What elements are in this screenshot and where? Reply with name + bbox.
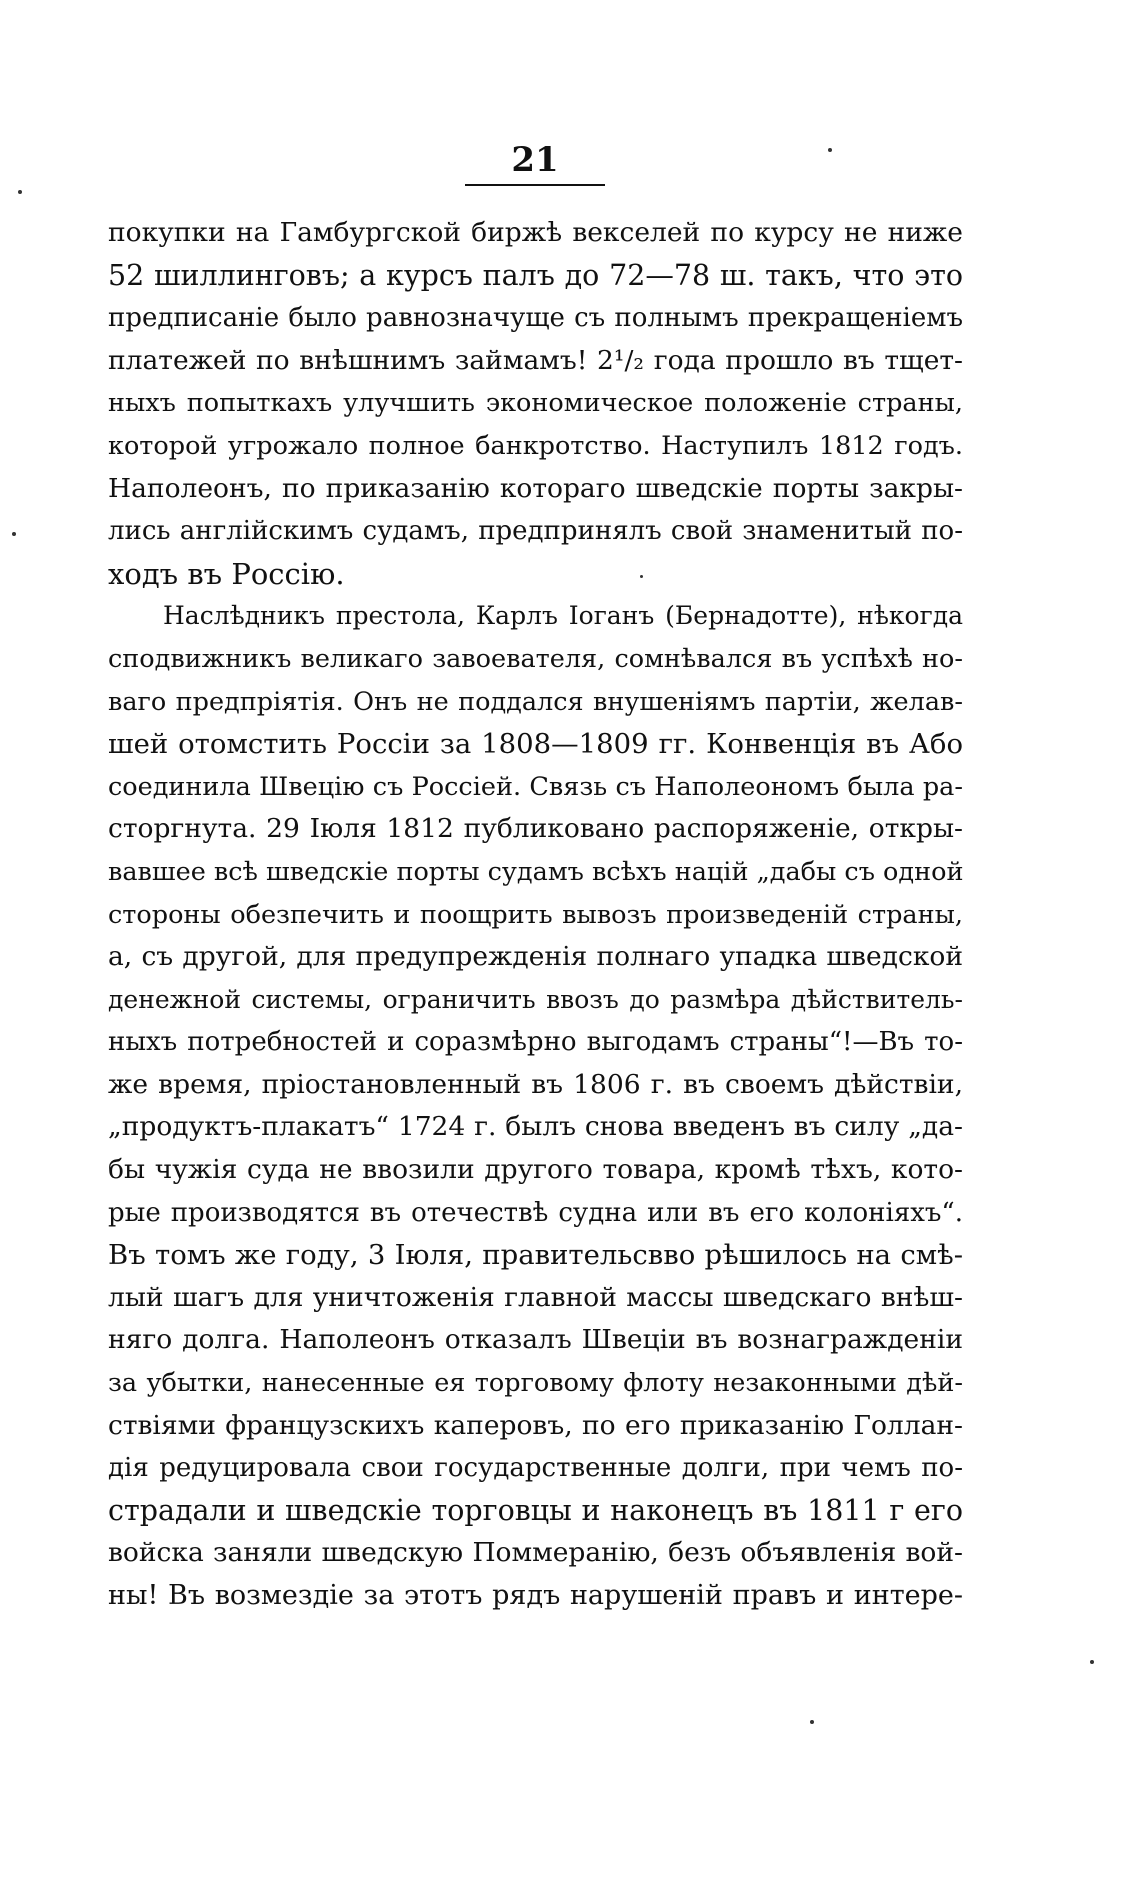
text-line: ваго предпріятія. Онъ не поддался внушеніямъ партіи, желав- bbox=[108, 686, 963, 717]
text-line: ходъ въ Россію. bbox=[108, 556, 345, 591]
text-line: лись англійскимъ судамъ, предпринялъ свой знаменитый по- bbox=[108, 516, 963, 547]
text-line: предписаніе было равнозначуще съ полнымъ прекращеніемъ bbox=[108, 303, 963, 334]
text-line: же время, пріостановленный въ 1806 г. въ своемъ дѣйствіи, bbox=[108, 1068, 963, 1100]
text-line: платежей по внѣшнимъ займамъ! 2¹/₂ года прошло въ тщет- bbox=[108, 344, 963, 376]
text-line: дія редуцировала свои государственные долги, при чемъ по- bbox=[108, 1453, 963, 1484]
text-line: за убытки, нанесенные ея торговому флоту незаконными дѣй- bbox=[108, 1368, 963, 1399]
text-line: бы чужія суда не ввозили другого товара, кромѣ тѣхъ, кото- bbox=[108, 1154, 963, 1186]
page-number: 21 bbox=[511, 140, 559, 180]
scan-speck bbox=[12, 532, 16, 536]
text-line: няго долга. Наполеонъ отказалъ Швеціи въ вознагражденіи bbox=[108, 1324, 963, 1356]
text-line: страдали и шведскіе торговцы и наконецъ въ 1811 г его bbox=[108, 1493, 963, 1527]
text-line: Наполеонъ, по приказанію котораго шведскіе порты закры- bbox=[108, 472, 963, 504]
paragraph-2 bbox=[108, 595, 963, 1617]
text-line: Въ томъ же году, 3 Іюля, правительсвво рѣшилось на смѣ- bbox=[108, 1239, 963, 1272]
scan-speck bbox=[810, 1720, 814, 1724]
body-text bbox=[108, 212, 963, 1618]
text-line: ныхъ попыткахъ улучшить экономическое положеніе страны, bbox=[108, 388, 963, 419]
text-line: рые производятся въ отечествѣ судна или въ его колоніяхъ“. bbox=[108, 1197, 963, 1228]
scan-speck bbox=[1090, 1660, 1094, 1664]
text-line: шей отомстить Россіи за 1808—1809 гг. Конвенція въ Або bbox=[108, 728, 963, 761]
text-line: ствіями французскихъ каперовъ, по его приказанію Голлан- bbox=[108, 1409, 963, 1441]
text-line: войска заняли шведскую Поммеранію, безъ объявленія вой- bbox=[108, 1537, 963, 1569]
text-line: сторгнута. 29 Іюля 1812 публиковано распоряженіе, откры- bbox=[108, 813, 963, 845]
text-line: ныхъ потребностей и соразмѣрно выгодамъ страны“!—Въ то- bbox=[108, 1027, 963, 1058]
page-number-rule bbox=[465, 184, 605, 186]
text-line: Наслѣдникъ престола, Карлъ Іоганъ (Бернадотте), нѣкогда bbox=[163, 601, 963, 631]
text-line: 52 шиллинговъ; а курсъ палъ до 72—78 ш. такъ, что это bbox=[108, 258, 963, 292]
text-line: денежной системы, ограничить ввозъ до размѣра дѣйствитель- bbox=[108, 984, 963, 1014]
paragraph-1 bbox=[108, 212, 963, 595]
text-line: соединила Швецію съ Россіей. Связь съ Наполеономъ была ра- bbox=[108, 771, 963, 802]
text-line: а, съ другой, для предупрежденія полнаго упадка шведской bbox=[108, 941, 963, 973]
scan-speck bbox=[640, 575, 643, 578]
text-line: лый шагъ для уничтоженія главной массы шведскаго внѣш- bbox=[108, 1281, 963, 1313]
text-line: стороны обезпечить и поощрить вывозъ произведеній страны, bbox=[108, 899, 963, 930]
text-line: ны! Въ возмездіе за этотъ рядъ нарушеній правъ и интере- bbox=[108, 1580, 963, 1611]
scan-speck bbox=[18, 190, 22, 194]
scan-speck bbox=[828, 148, 832, 152]
text-line: сподвижникъ великаго завоевателя, сомнѣвался въ успѣхѣ но- bbox=[108, 643, 963, 674]
text-line: вавшее всѣ шведскіе порты судамъ всѣхъ націй „дабы съ одной bbox=[108, 856, 963, 887]
text-line: покупки на Гамбургской биржѣ векселей по курсу не ниже bbox=[108, 217, 963, 248]
text-line: „продуктъ-плакатъ“ 1724 г. былъ снова введенъ въ силу „да- bbox=[108, 1111, 963, 1143]
text-line: которой угрожало полное банкротство. Наступилъ 1812 годъ. bbox=[108, 430, 963, 461]
